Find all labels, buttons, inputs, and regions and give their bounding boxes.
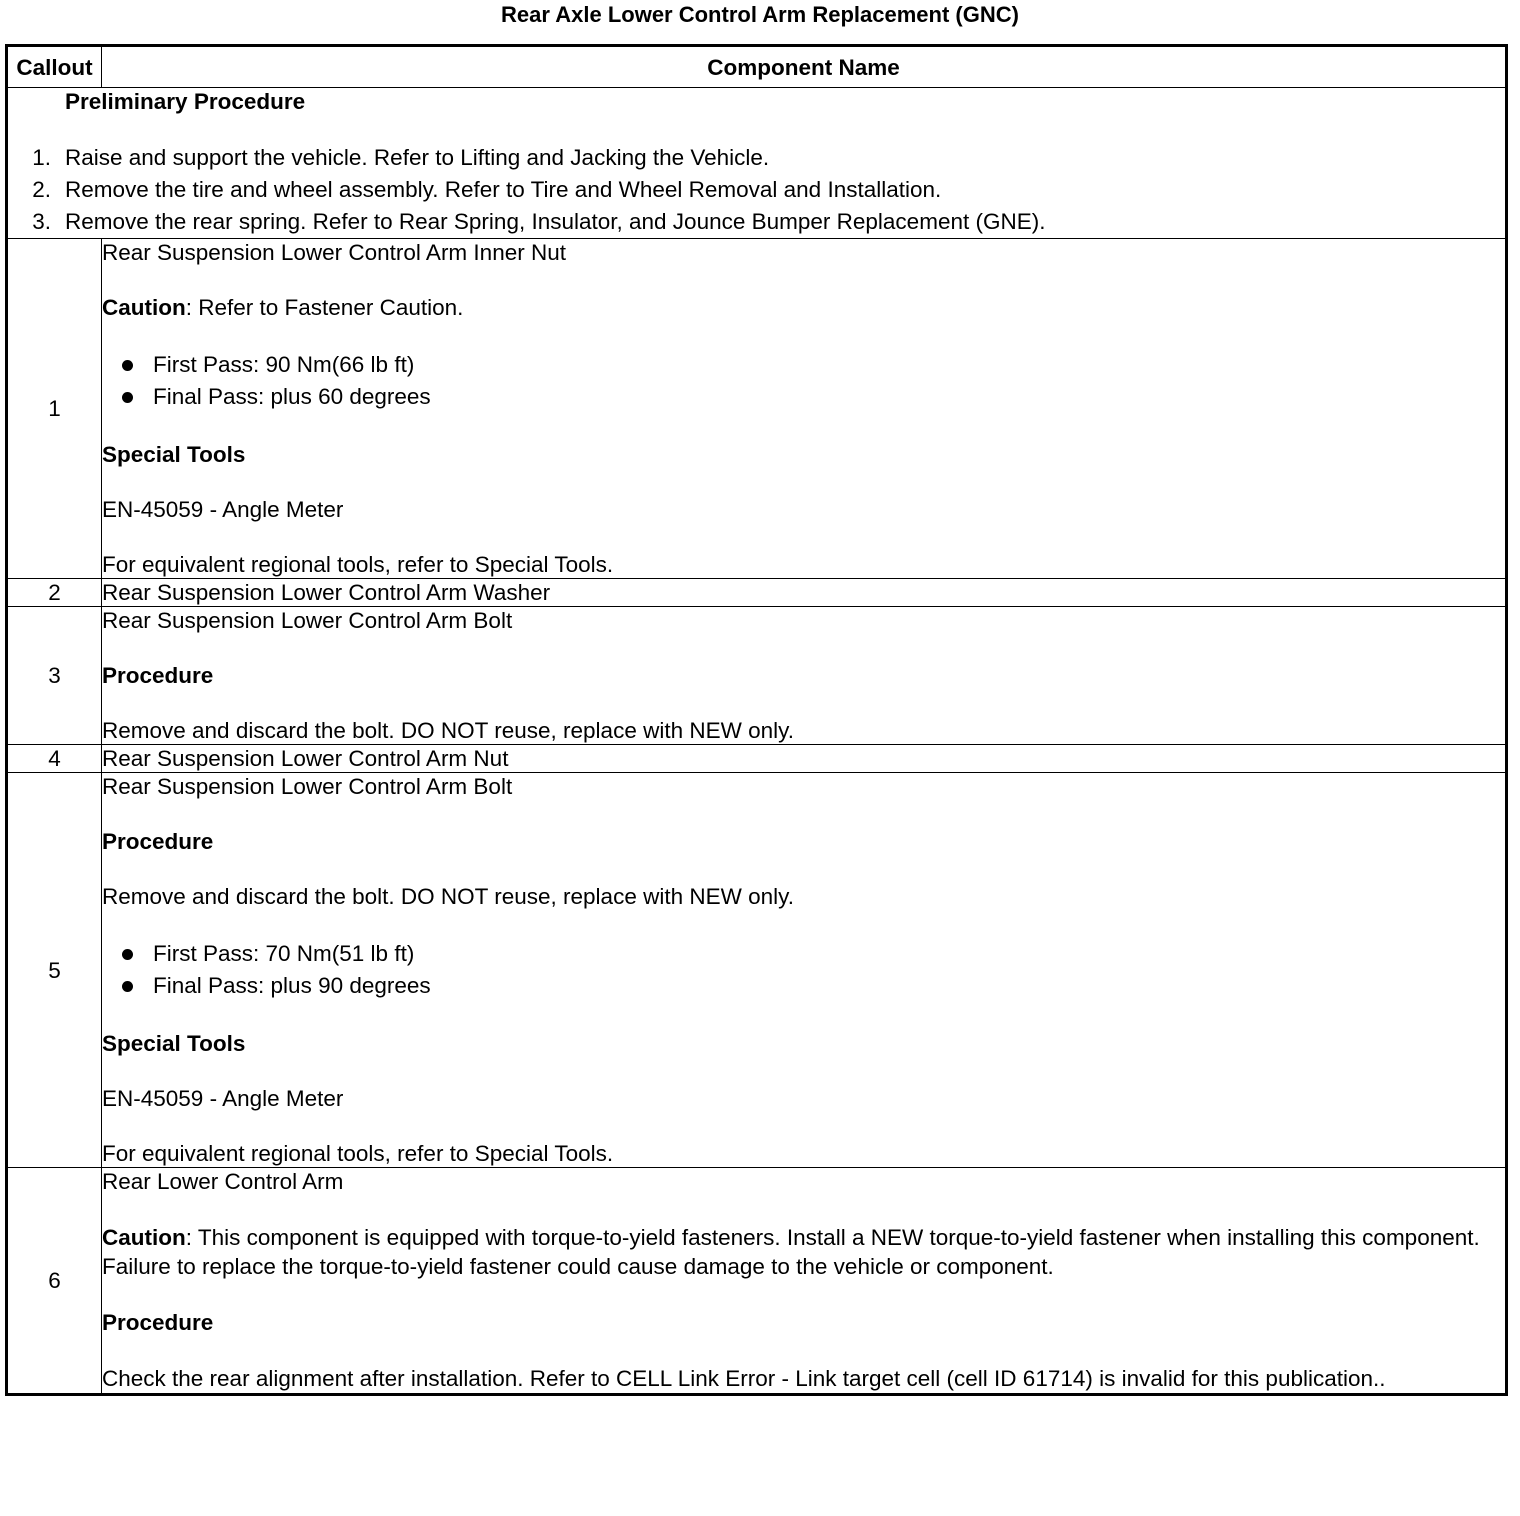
step-text: Remove the rear spring. Refer to Rear Spring, Insulator, and Jounce Bumper Replacement (GNE). <box>65 209 1046 234</box>
component-name: Rear Lower Control Arm <box>102 1169 344 1194</box>
bullet-icon <box>122 949 133 960</box>
special-tools-note: For equivalent regional tools, refer to Special Tools. <box>102 1141 614 1166</box>
component-name: Rear Suspension Lower Control Arm Inner Nut <box>102 240 566 265</box>
special-tools-note: For equivalent regional tools, refer to Special Tools. <box>102 552 614 577</box>
callout-number: 1 <box>7 239 102 579</box>
list-item <box>8 174 1505 206</box>
preliminary-steps <box>8 142 1505 238</box>
callout-number: 2 <box>7 579 102 607</box>
special-tool-item: EN-45059 - Angle Meter <box>102 1086 344 1111</box>
preliminary-row <box>7 88 1507 239</box>
callout-number: 4 <box>7 745 102 773</box>
list-item <box>102 970 1505 1002</box>
component-cell <box>102 579 1507 607</box>
procedure-text: Remove and discard the bolt. DO NOT reuse, replace with NEW only. <box>102 884 794 909</box>
step-text: Raise and support the vehicle. Refer to Lifting and Jacking the Vehicle. <box>65 145 770 170</box>
torque-list <box>102 349 1505 413</box>
component-column-header: Component Name <box>102 46 1507 88</box>
callout-number: 6 <box>7 1168 102 1395</box>
caution-note <box>102 1223 1505 1281</box>
bullet-text: Final Pass: plus 90 degrees <box>153 973 431 998</box>
table-row <box>7 579 1507 607</box>
table-row <box>7 607 1507 745</box>
component-table <box>5 44 1508 1396</box>
list-item <box>102 381 1505 413</box>
component-name: Rear Suspension Lower Control Arm Washer <box>102 580 551 605</box>
list-item <box>102 938 1505 970</box>
bullet-icon <box>122 981 133 992</box>
caution-label: Caution <box>102 295 186 320</box>
torque-list <box>102 938 1505 1002</box>
bullet-text: Final Pass: plus 60 degrees <box>153 384 431 409</box>
procedure-heading: Procedure <box>102 1310 214 1335</box>
preliminary-title: Preliminary Procedure <box>65 89 306 114</box>
component-name: Rear Suspension Lower Control Arm Nut <box>102 746 509 771</box>
bullet-text: First Pass: 90 Nm(66 lb ft) <box>153 352 415 377</box>
procedure-text: Check the rear alignment after installation. Refer to CELL Link Error - Link target cell (cell ID 61714) is invalid for this publication.. <box>102 1366 1386 1391</box>
component-cell <box>102 745 1507 773</box>
caution-note <box>102 294 1505 321</box>
special-tools-heading: Special Tools <box>102 442 246 467</box>
bullet-text: First Pass: 70 Nm(51 lb ft) <box>153 941 415 966</box>
step-number: 3. <box>32 209 51 234</box>
step-number: 2. <box>32 177 51 202</box>
bullet-icon <box>122 392 133 403</box>
caution-text: : Refer to Fastener Caution. <box>185 295 464 320</box>
step-text: Remove the tire and wheel assembly. Refer to Tire and Wheel Removal and Installation. <box>65 177 942 202</box>
component-cell <box>102 773 1507 1168</box>
component-cell <box>102 607 1507 745</box>
table-row <box>7 745 1507 773</box>
list-item <box>8 142 1505 174</box>
special-tools-heading: Special Tools <box>102 1031 246 1056</box>
step-number: 1. <box>32 145 51 170</box>
list-item <box>102 349 1505 381</box>
component-cell <box>102 239 1507 579</box>
callout-number: 3 <box>7 607 102 745</box>
preliminary-cell <box>7 88 1507 239</box>
table-header-row <box>7 46 1507 88</box>
list-item <box>8 206 1505 238</box>
callout-number: 5 <box>7 773 102 1168</box>
procedure-heading: Procedure <box>102 663 214 688</box>
component-cell <box>102 1168 1507 1395</box>
page-title: Rear Axle Lower Control Arm Replacement (GNC) <box>501 2 1019 27</box>
caution-text: : This component is equipped with torque-to-yield fasteners. Install a NEW torque-to-yield fastener when installing this component. Failure to replace the torque-to-yield fastener could cause damage to the vehicle or component. <box>102 1225 1480 1279</box>
procedure-text: Remove and discard the bolt. DO NOT reuse, replace with NEW only. <box>102 718 794 743</box>
component-name: Rear Suspension Lower Control Arm Bolt <box>102 608 513 633</box>
procedure-heading: Procedure <box>102 829 214 854</box>
table-row <box>7 1168 1507 1395</box>
callout-column-header: Callout <box>7 46 102 88</box>
component-name: Rear Suspension Lower Control Arm Bolt <box>102 774 513 799</box>
special-tool-item: EN-45059 - Angle Meter <box>102 497 344 522</box>
table-row <box>7 773 1507 1168</box>
caution-label: Caution <box>102 1225 186 1250</box>
table-row <box>7 239 1507 579</box>
bullet-icon <box>122 360 133 371</box>
